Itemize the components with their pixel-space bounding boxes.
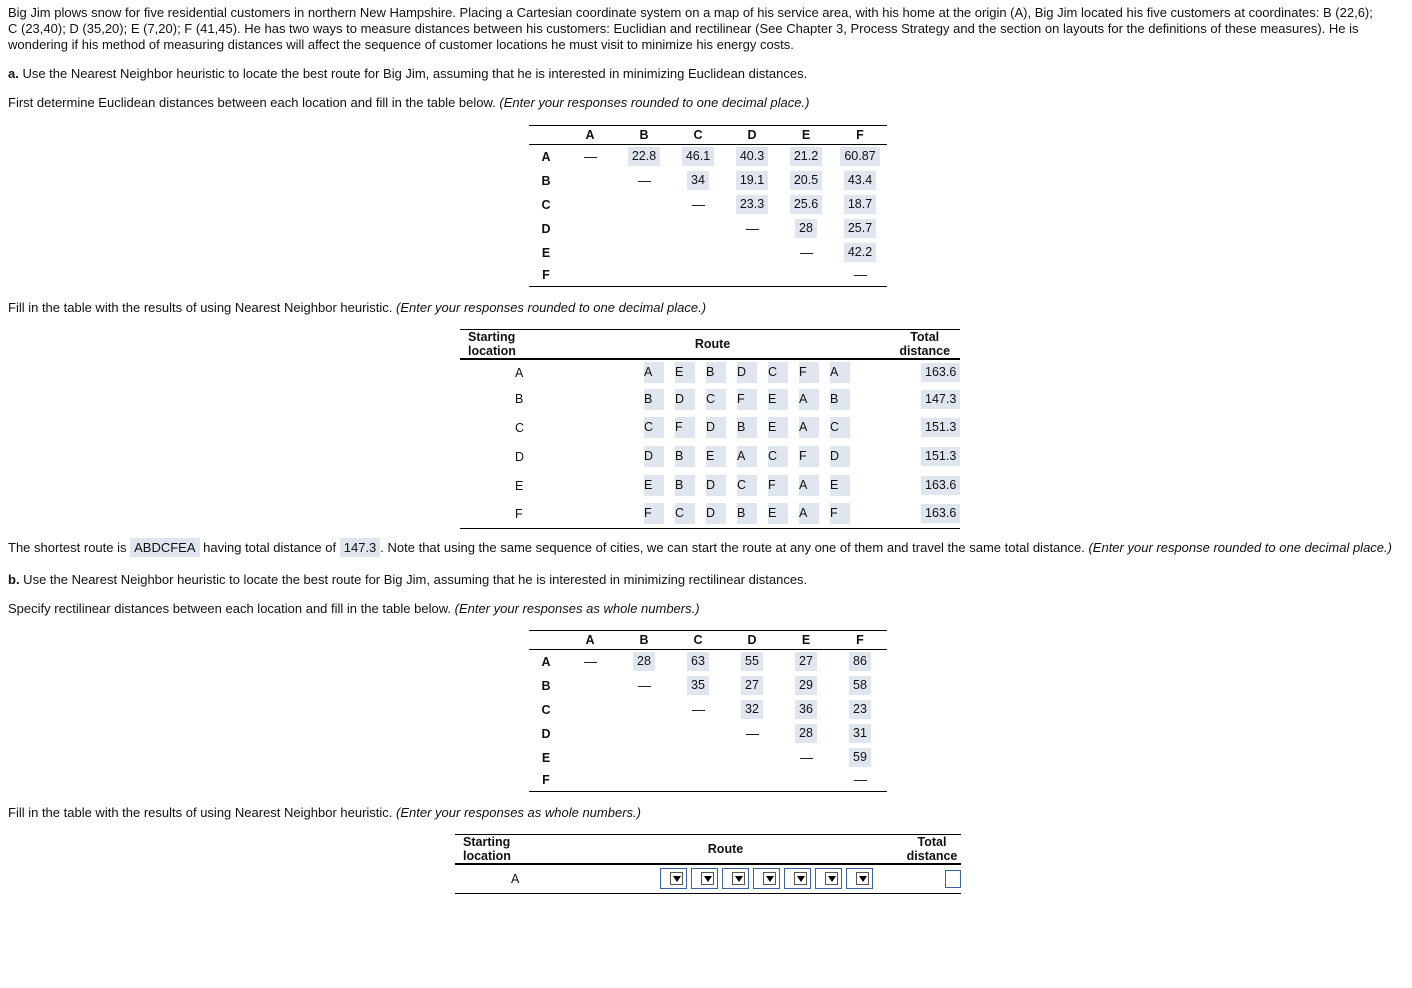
part-b-instr1-text: Specify rectilinear distances between each location and fill in the table below.: [8, 601, 455, 616]
distance-answer[interactable]: 86: [849, 652, 871, 671]
dropdown-arrow-icon: [701, 872, 714, 885]
distance-cell: [671, 674, 725, 698]
dash-mark: [800, 758, 813, 759]
total-distance-answer[interactable]: 147.3: [921, 390, 960, 409]
row-header: A: [541, 149, 551, 164]
route-stop[interactable]: C: [675, 503, 695, 524]
row-header: B: [541, 173, 551, 188]
empty-cell: [725, 770, 779, 792]
route-row: [455, 864, 961, 893]
diagonal-dash: [779, 746, 833, 770]
part-a-instr1-text: First determine Euclidean distances between each location and fill in the table below.: [8, 95, 500, 110]
distance-cell: [833, 722, 887, 746]
route-stop[interactable]: A: [644, 362, 664, 383]
col-header-f: F: [833, 126, 887, 145]
route-stop[interactable]: E: [706, 446, 726, 467]
empty-cell: [617, 265, 671, 287]
header-route: Route: [524, 330, 861, 360]
distance-answer[interactable]: 58: [849, 676, 871, 695]
route-stop[interactable]: F: [830, 503, 850, 524]
route-stop[interactable]: C: [644, 417, 664, 438]
row-header: A: [541, 654, 551, 669]
route-sequence: [524, 471, 861, 500]
distance-cell: [833, 698, 887, 722]
distance-cell: [833, 193, 887, 217]
col-header-c: C: [671, 631, 725, 650]
empty-cell: [617, 770, 671, 792]
total-distance: [875, 864, 961, 893]
route-stop[interactable]: B: [737, 417, 757, 438]
euclidean-distance-matrix: [529, 125, 887, 287]
route-stop[interactable]: D: [737, 362, 757, 383]
route-stop[interactable]: C: [706, 389, 726, 410]
route-stop[interactable]: D: [706, 475, 726, 496]
total-distance-answer[interactable]: 163.6: [921, 363, 960, 382]
distance-answer[interactable]: 43.4: [844, 171, 876, 190]
starting-location: B: [515, 392, 524, 406]
distance-cell: [833, 145, 887, 169]
distance-cell: [671, 169, 725, 193]
distance-answer[interactable]: 25.6: [790, 195, 822, 214]
empty-cell: [671, 265, 725, 287]
distance-answer[interactable]: 23.3: [736, 195, 768, 214]
intro-line-2: C (23,40); D (35,20); E (7,20); F (41,45). He has two ways to measure distances between his customers: Euclidian and rectilinear (See Chapter 3, Process Strategy and the section on layouts for the definitions of these measures). He is: [8, 21, 1359, 36]
dash-mark: [854, 275, 867, 276]
part-a-instr2-note: (Enter your responses rounded to one decimal place.): [396, 300, 707, 315]
part-a-question: [8, 66, 1404, 82]
distance-answer[interactable]: 35: [687, 676, 709, 695]
distance-cell: [725, 698, 779, 722]
distance-cell: [833, 217, 887, 241]
header-total-distance: Total distance: [875, 835, 961, 865]
diagonal-dash: [563, 145, 617, 169]
dash-mark: [584, 662, 597, 663]
starting-location: A: [515, 365, 524, 380]
distance-answer[interactable]: 28: [633, 652, 655, 671]
total-distance: [861, 385, 960, 413]
matrix-row: [529, 265, 887, 287]
matrix-row: [529, 722, 887, 746]
empty-cell: [617, 217, 671, 241]
matrix-row: [529, 746, 887, 770]
total-distance-input[interactable]: [945, 870, 961, 888]
route-stop-dropdown[interactable]: [784, 868, 811, 889]
route-stop[interactable]: A: [737, 446, 757, 467]
distance-answer[interactable]: 27: [795, 652, 817, 671]
diagonal-dash: [779, 241, 833, 265]
empty-cell: [617, 722, 671, 746]
distance-cell: [779, 674, 833, 698]
row-header: D: [541, 726, 551, 741]
route-sequence: [524, 385, 861, 413]
route-stop[interactable]: F: [799, 446, 819, 467]
empty-cell: [725, 265, 779, 287]
route-stop[interactable]: B: [644, 389, 664, 410]
shortest-route-statement: [8, 538, 1404, 557]
distance-cell: [779, 145, 833, 169]
total-distance-answer[interactable]: 151.3: [921, 447, 960, 466]
route-stop[interactable]: E: [675, 362, 695, 383]
distance-answer[interactable]: 25.7: [844, 219, 876, 238]
part-b-instr2-note: (Enter your responses as whole numbers.): [396, 805, 641, 820]
empty-cell: [671, 746, 725, 770]
shortest-distance-answer[interactable]: 147.3: [340, 538, 381, 557]
route-stop-dropdown[interactable]: [722, 868, 749, 889]
row-header: F: [529, 265, 563, 287]
route-stop[interactable]: E: [830, 475, 850, 496]
route-stop[interactable]: C: [768, 446, 788, 467]
distance-answer[interactable]: 46.1: [682, 147, 714, 166]
dropdown-arrow-icon: [732, 872, 745, 885]
diagonal-dash: [617, 169, 671, 193]
part-a-question-text: Use the Nearest Neighbor heuristic to locate the best route for Big Jim, assuming that he is interested in minimizing Euclidean distances.: [18, 66, 808, 81]
distance-cell: [671, 650, 725, 674]
col-header-d: D: [725, 631, 779, 650]
intro-line-1: Big Jim plows snow for five residential customers in northern New Hampshire. Placing a Cartesian coordinate system on a map of his service area, with his home at the origin (A), Big Jim located his five customers at coordinates: B (22,6);: [8, 5, 1373, 20]
col-header-c: C: [671, 126, 725, 145]
matrix-row: [529, 770, 887, 792]
starting-location: E: [515, 478, 524, 493]
route-stop[interactable]: A: [799, 503, 819, 524]
route-stop[interactable]: E: [644, 475, 664, 496]
route-row: [460, 442, 960, 471]
route-row: [460, 500, 960, 528]
route-stop[interactable]: A: [799, 417, 819, 438]
row-header: C: [541, 197, 551, 212]
col-header-d: D: [725, 126, 779, 145]
route-stop[interactable]: E: [768, 389, 788, 410]
distance-cell: [725, 193, 779, 217]
diagonal-dash: [725, 217, 779, 241]
row-header: E: [541, 750, 551, 765]
diagonal-dash: [833, 265, 887, 287]
total-distance: [861, 359, 960, 385]
header-starting-location: Starting location: [460, 330, 524, 360]
starting-location: F: [460, 500, 524, 528]
distance-cell: [833, 169, 887, 193]
route-stop[interactable]: A: [799, 389, 819, 410]
starting-location: A: [455, 864, 536, 893]
distance-answer[interactable]: 32: [741, 700, 763, 719]
route-stop-dropdown[interactable]: [660, 868, 687, 889]
distance-answer[interactable]: 28: [795, 724, 817, 743]
shortest-text-3: . Note that using the same sequence of cities, we can start the route at any one of them and travel the same total distance.: [380, 540, 1089, 555]
distance-answer[interactable]: 42.2: [844, 243, 876, 262]
route-stop[interactable]: E: [768, 417, 788, 438]
matrix-row: [529, 145, 887, 169]
distance-answer[interactable]: 18.7: [844, 195, 876, 214]
dropdown-arrow-icon: [825, 872, 838, 885]
route-stop[interactable]: F: [737, 389, 757, 410]
distance-cell: [779, 193, 833, 217]
route-row: [460, 385, 960, 413]
distance-answer[interactable]: 27: [741, 676, 763, 695]
distance-answer[interactable]: 29: [795, 676, 817, 695]
distance-cell: [779, 217, 833, 241]
col-header-e: E: [779, 631, 833, 650]
dropdown-arrow-icon: [670, 872, 683, 885]
empty-cell: [617, 746, 671, 770]
diagonal-dash: [617, 674, 671, 698]
dash-mark: [584, 157, 597, 158]
empty-cell: [779, 770, 833, 792]
shortest-text-2: having total distance of: [199, 540, 340, 555]
distance-cell: [725, 674, 779, 698]
route-row: [460, 471, 960, 500]
part-a-instr1-note: (Enter your responses rounded to one decimal place.): [499, 95, 810, 110]
route-stop[interactable]: D: [644, 446, 664, 467]
distance-cell: [779, 650, 833, 674]
euclidean-route-table: [460, 329, 960, 529]
part-b-instruction-2: [8, 805, 1404, 821]
shortest-text-1: The shortest route is: [8, 540, 131, 555]
dash-mark: [746, 229, 759, 230]
distance-answer[interactable]: 21.2: [790, 147, 822, 166]
distance-cell: [833, 746, 887, 770]
route-sequence: [524, 442, 861, 471]
distance-answer[interactable]: 23: [849, 700, 871, 719]
part-b-instruction-1: [8, 601, 1404, 617]
distance-cell: [833, 650, 887, 674]
empty-cell: [617, 241, 671, 265]
distance-answer[interactable]: 63: [687, 652, 709, 671]
empty-cell: [563, 217, 617, 241]
route-stop[interactable]: D: [830, 446, 850, 467]
route-sequence: [524, 413, 861, 442]
part-a-instruction-2: [8, 300, 1404, 316]
distance-answer[interactable]: 20.5: [790, 171, 822, 190]
dash-mark: [692, 710, 705, 711]
matrix-row: [529, 193, 887, 217]
part-b-instr2-text: Fill in the table with the results of using Nearest Neighbor heuristic.: [8, 805, 397, 820]
route-stop[interactable]: A: [830, 362, 850, 383]
empty-cell: [671, 217, 725, 241]
route-stop-dropdown[interactable]: [753, 868, 780, 889]
total-distance: [861, 413, 960, 442]
diagonal-dash: [563, 650, 617, 674]
route-stop[interactable]: D: [675, 389, 695, 410]
distance-cell: [725, 169, 779, 193]
route-stop[interactable]: F: [675, 417, 695, 438]
row-header: C: [541, 702, 551, 717]
diagonal-dash: [725, 722, 779, 746]
rectilinear-distance-matrix: [529, 630, 887, 792]
distance-answer[interactable]: 55: [741, 652, 763, 671]
route-row: [460, 413, 960, 442]
route-stop[interactable]: B: [830, 389, 850, 410]
distance-cell: [779, 698, 833, 722]
empty-cell: [563, 770, 617, 792]
route-row: [460, 359, 960, 385]
route-stop[interactable]: B: [675, 446, 695, 467]
matrix-row: [529, 241, 887, 265]
header-total-distance: Total distance: [861, 330, 960, 360]
col-header-f: F: [833, 631, 887, 650]
distance-cell: [671, 145, 725, 169]
total-distance-answer[interactable]: 163.6: [921, 476, 960, 495]
route-stop[interactable]: C: [737, 475, 757, 496]
rectilinear-route-table: [455, 834, 961, 894]
distance-cell: [617, 650, 671, 674]
empty-cell: [779, 265, 833, 287]
matrix-header-row: [529, 631, 887, 650]
route-dropdowns: [536, 864, 875, 893]
col-header-b: B: [617, 631, 671, 650]
empty-cell: [671, 241, 725, 265]
route-stop[interactable]: A: [799, 475, 819, 496]
empty-cell: [563, 241, 617, 265]
matrix-corner: [529, 631, 563, 650]
route-stop[interactable]: B: [737, 503, 757, 524]
distance-cell: [725, 145, 779, 169]
route-stop[interactable]: C: [830, 417, 850, 438]
shortest-note: (Enter your response rounded to one decimal place.): [1088, 540, 1392, 555]
route-stop-dropdown[interactable]: [691, 868, 718, 889]
total-distance: [861, 442, 960, 471]
part-b-instr1-note: (Enter your responses as whole numbers.): [454, 601, 700, 616]
col-header-a: A: [563, 631, 617, 650]
header-starting-location: Starting location: [455, 835, 536, 865]
distance-cell: [617, 145, 671, 169]
distance-cell: [833, 241, 887, 265]
distance-answer[interactable]: 22.8: [628, 147, 660, 166]
distance-answer[interactable]: 31: [849, 724, 871, 743]
matrix-row: [529, 674, 887, 698]
distance-cell: [779, 722, 833, 746]
row-header: E: [541, 245, 551, 260]
distance-answer[interactable]: 40.3: [736, 147, 768, 166]
dropdown-arrow-icon: [794, 872, 807, 885]
problem-intro: [8, 5, 1404, 53]
empty-cell: [563, 722, 617, 746]
distance-cell: [779, 169, 833, 193]
col-header-b: B: [617, 126, 671, 145]
empty-cell: [563, 169, 617, 193]
distance-answer[interactable]: 60.87: [840, 147, 879, 166]
col-header-e: E: [779, 126, 833, 145]
dash-mark: [638, 181, 651, 182]
header-route: Route: [536, 835, 875, 865]
route-stop[interactable]: F: [768, 475, 788, 496]
empty-cell: [617, 698, 671, 722]
distance-cell: [833, 674, 887, 698]
route-stop[interactable]: D: [706, 417, 726, 438]
total-distance: [861, 500, 960, 528]
dropdown-arrow-icon: [763, 872, 776, 885]
dropdown-arrow-icon: [856, 872, 869, 885]
route-stop[interactable]: E: [768, 503, 788, 524]
distance-answer[interactable]: 36: [795, 700, 817, 719]
matrix-row: [529, 650, 887, 674]
empty-cell: [563, 674, 617, 698]
matrix-row: [529, 698, 887, 722]
route-stop[interactable]: B: [675, 475, 695, 496]
part-a-instruction-1: [8, 95, 1404, 111]
col-header-a: A: [563, 126, 617, 145]
route-stop[interactable]: B: [706, 362, 726, 383]
route-sequence: [524, 359, 861, 385]
part-a-instr2-text: Fill in the table with the results of using Nearest Neighbor heuristic.: [8, 300, 397, 315]
part-b-label: b.: [8, 572, 20, 587]
route-stop[interactable]: D: [706, 503, 726, 524]
route-stop[interactable]: C: [768, 362, 788, 383]
route-stop-dropdown[interactable]: [815, 868, 842, 889]
distance-answer[interactable]: 59: [849, 748, 871, 767]
intro-line-3: wondering if his method of measuring distances will affect the sequence of customer locations he must visit to minimize his energy costs.: [8, 37, 794, 52]
dash-mark: [638, 686, 651, 687]
row-header: D: [541, 221, 551, 236]
empty-cell: [725, 241, 779, 265]
shortest-route-answer[interactable]: ABDCFEA: [130, 538, 199, 557]
empty-cell: [671, 770, 725, 792]
route-stop[interactable]: F: [644, 503, 664, 524]
row-header: F: [529, 770, 563, 792]
route-sequence: [524, 500, 861, 528]
dash-mark: [854, 780, 867, 781]
part-b-question: [8, 572, 1404, 588]
total-distance-answer[interactable]: 151.3: [921, 418, 960, 437]
diagonal-dash: [671, 193, 725, 217]
matrix-corner: [529, 126, 563, 145]
total-distance-answer[interactable]: 163.6: [921, 504, 960, 523]
empty-cell: [563, 193, 617, 217]
route-stop-dropdown[interactable]: [846, 868, 873, 889]
part-b-question-text: Use the Nearest Neighbor heuristic to locate the best route for Big Jim, assuming that he is interested in minimizing rectilinear distances.: [19, 572, 808, 587]
empty-cell: [563, 698, 617, 722]
route-stop[interactable]: F: [799, 362, 819, 383]
diagonal-dash: [833, 770, 887, 792]
starting-location: C: [515, 420, 525, 435]
empty-cell: [725, 746, 779, 770]
distance-answer[interactable]: 34: [687, 171, 709, 190]
empty-cell: [671, 722, 725, 746]
dash-mark: [692, 205, 705, 206]
part-a-label: a.: [8, 66, 19, 81]
matrix-row: [529, 169, 887, 193]
empty-cell: [617, 193, 671, 217]
total-distance: [861, 471, 960, 500]
distance-answer[interactable]: 19.1: [736, 171, 768, 190]
row-header: B: [541, 678, 551, 693]
empty-cell: [563, 265, 617, 287]
empty-cell: [563, 746, 617, 770]
diagonal-dash: [671, 698, 725, 722]
matrix-row: [529, 217, 887, 241]
distance-answer[interactable]: 28: [795, 219, 817, 238]
dash-mark: [746, 734, 759, 735]
distance-cell: [725, 650, 779, 674]
starting-location: D: [515, 449, 525, 464]
dash-mark: [800, 253, 813, 254]
matrix-header-row: [529, 126, 887, 145]
